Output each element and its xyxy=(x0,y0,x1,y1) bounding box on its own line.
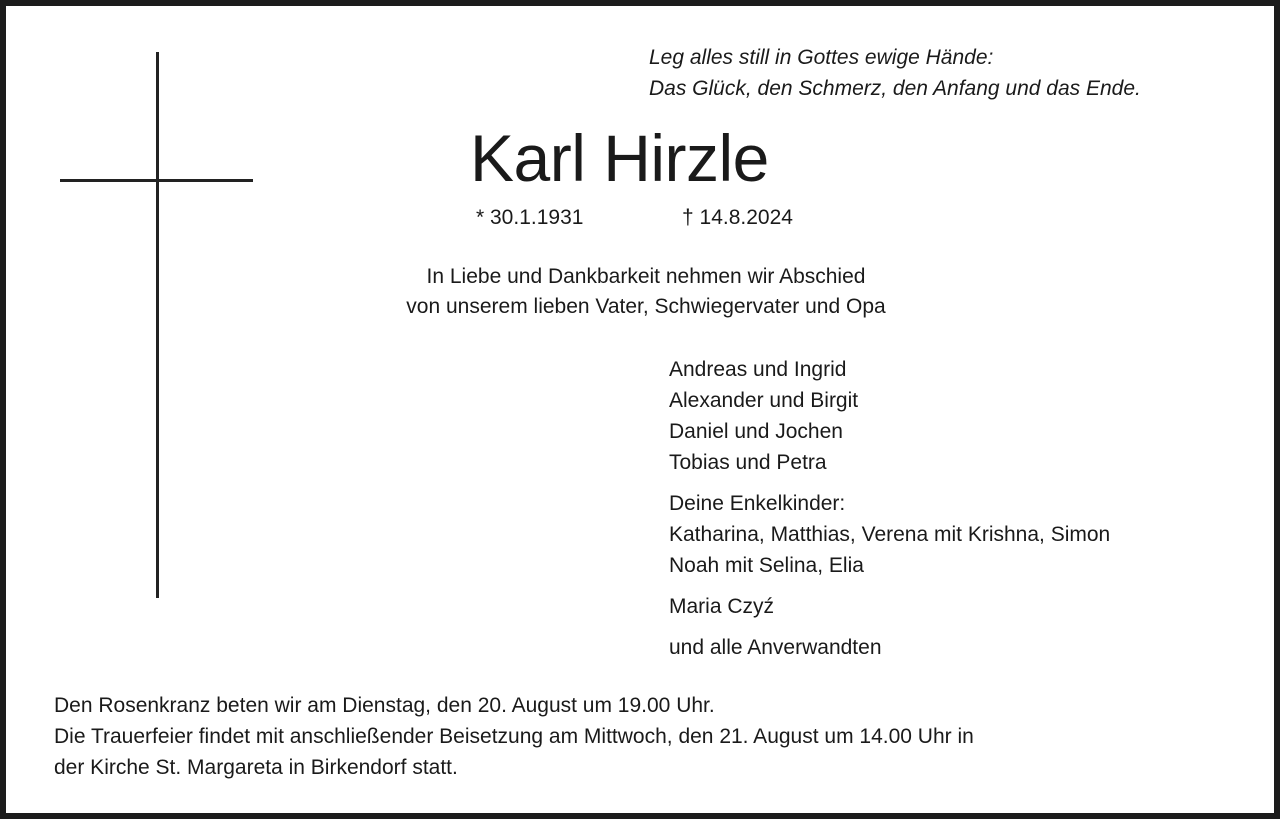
mourner-line: Andreas und Ingrid xyxy=(669,358,847,381)
cross-icon-vertical-bar xyxy=(156,52,159,598)
service-line: Den Rosenkranz beten wir am Dienstag, den 20. August um 19.00 Uhr. xyxy=(54,694,715,717)
farewell-text xyxy=(306,262,986,322)
verse xyxy=(649,42,1141,104)
service-line: Die Trauerfeier findet mit anschließender Beisetzung am Mittwoch, den 21. August um 14.00 Uhr in xyxy=(54,725,974,748)
verse-line: Das Glück, den Schmerz, den Anfang und das Ende. xyxy=(649,77,1141,100)
mourner-line: Noah mit Selina, Elia xyxy=(669,554,864,577)
other-mourner xyxy=(669,591,1110,622)
deceased-name: Karl Hirzle xyxy=(470,121,769,195)
mourner-line: und alle Anverwandten xyxy=(669,636,882,659)
children-group xyxy=(669,354,1110,478)
cross-icon-horizontal-bar xyxy=(60,179,253,182)
mourner-line: Tobias und Petra xyxy=(669,451,827,474)
farewell-line: von unserem lieben Vater, Schwiegervater und Opa xyxy=(406,295,886,318)
verse-line: Leg alles still in Gottes ewige Hände: xyxy=(649,46,994,69)
mourner-line: Maria Czyź xyxy=(669,595,775,618)
service-info xyxy=(54,690,974,783)
mourner-line: Alexander und Birgit xyxy=(669,389,859,412)
grandchildren-heading: Deine Enkelkinder: xyxy=(669,492,846,515)
mourners-list xyxy=(669,354,1110,673)
service-line: der Kirche St. Margareta in Birkendorf statt. xyxy=(54,756,458,779)
grandchildren-group xyxy=(669,488,1110,581)
relatives-group xyxy=(669,632,1110,663)
mourner-line: Katharina, Matthias, Verena mit Krishna, Simon xyxy=(669,523,1111,546)
farewell-line: In Liebe und Dankbarkeit nehmen wir Abschied xyxy=(426,265,866,288)
mourner-line: Daniel und Jochen xyxy=(669,420,843,443)
death-date: † 14.8.2024 xyxy=(682,206,793,229)
birth-date: * 30.1.1931 xyxy=(476,206,584,229)
